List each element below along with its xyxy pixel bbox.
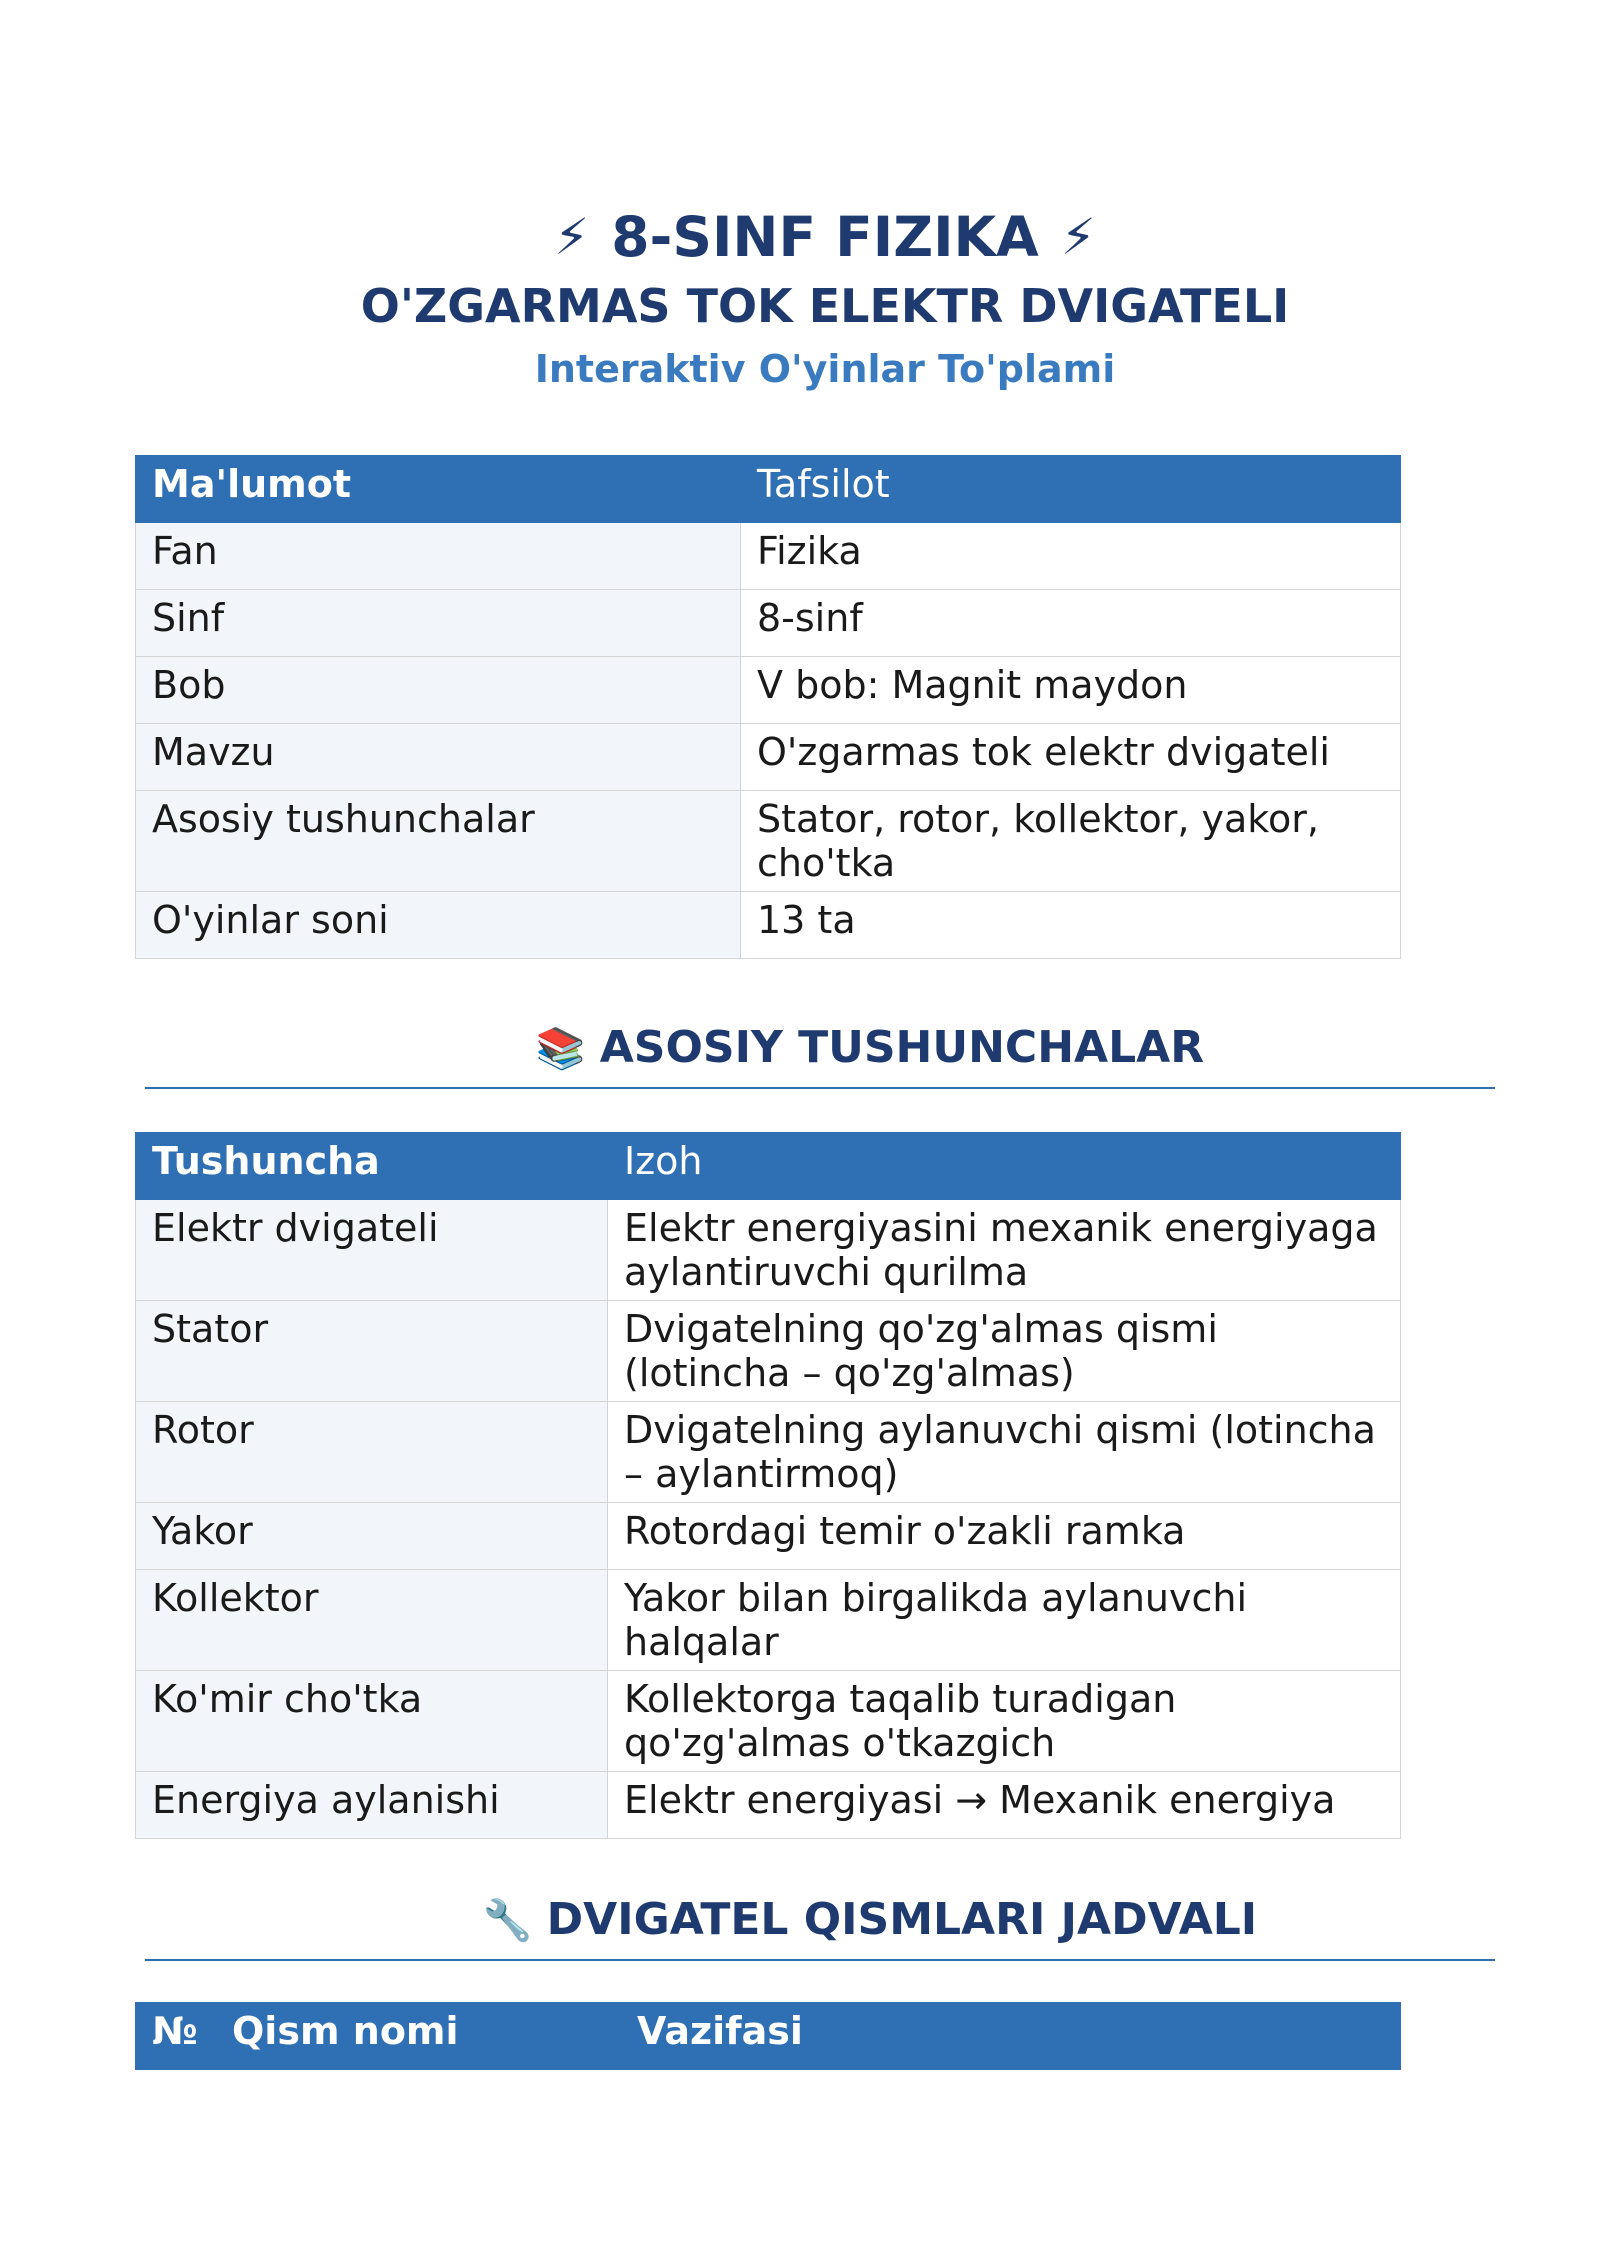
section-divider [145, 1087, 1495, 1089]
table-row [136, 1671, 1401, 1772]
lightning-icon: ⚡ [1060, 208, 1096, 266]
concept-term: Energiya aylanishi [136, 1772, 608, 1839]
table-row [136, 657, 1401, 724]
row-key: Fan [136, 523, 741, 590]
row-value: Fizika [741, 523, 1401, 590]
concept-term: Kollektor [136, 1570, 608, 1671]
table-row [136, 1772, 1401, 1839]
column-header: Izoh [608, 1133, 1401, 1200]
section-heading-concepts [145, 1018, 1495, 1089]
row-value: O'zgarmas tok elektr dvigateli [741, 724, 1401, 791]
info-table [135, 455, 1401, 959]
concept-description: Elektr energiyasi → Mexanik energiya [608, 1772, 1401, 1839]
title-text: 8-SINF FIZIKA [611, 205, 1039, 269]
concepts-table [135, 1132, 1401, 1839]
column-header: Tushuncha [136, 1133, 608, 1200]
parts-table [135, 2002, 1401, 2070]
table-header-row [136, 456, 1401, 523]
table-row [136, 1301, 1401, 1402]
table-row [136, 523, 1401, 590]
page-subtitle: O'ZGARMAS TOK ELEKTR DVIGATELI [360, 279, 1290, 333]
concept-description: Elektr energiyasini mexanik energiyaga aylantiruvchi qurilma [608, 1200, 1401, 1301]
concept-description: Rotordagi temir o'zakli ramka [608, 1503, 1401, 1570]
section-title [145, 1890, 1495, 1951]
table-row [136, 1570, 1401, 1671]
table-row [136, 590, 1401, 657]
concept-term: Ko'mir cho'tka [136, 1671, 608, 1772]
row-key: Asosiy tushunchalar [136, 791, 741, 892]
row-key: O'yinlar soni [136, 892, 741, 959]
concept-description: Dvigatelning aylanuvchi qismi (lotincha – aylantirmoq) [608, 1402, 1401, 1503]
concept-description: Yakor bilan birgalikda aylanuvchi halqalar [608, 1570, 1401, 1671]
concept-description: Kollektorga taqalib turadigan qo'zg'almas o'tkazgich [608, 1671, 1401, 1772]
column-header: Tafsilot [741, 456, 1401, 523]
books-icon: 📚 [535, 1026, 586, 1072]
section-title [145, 1018, 1495, 1079]
wrench-icon: 🔧 [482, 1898, 533, 1944]
section-heading-parts [145, 1890, 1495, 1961]
row-key: Bob [136, 657, 741, 724]
concept-term: Stator [136, 1301, 608, 1402]
table-row [136, 1503, 1401, 1570]
column-header: Vazifasi [621, 2003, 1401, 2070]
table-row [136, 724, 1401, 791]
concept-term: Rotor [136, 1402, 608, 1503]
table-row [136, 791, 1401, 892]
row-key: Sinf [136, 590, 741, 657]
section-title-text: DVIGATEL QISMLARI JADVALI [546, 1894, 1258, 1945]
table-header-row [136, 1133, 1401, 1200]
concept-term: Yakor [136, 1503, 608, 1570]
lightning-icon: ⚡ [554, 208, 590, 266]
row-value: Stator, rotor, kollektor, yakor, cho'tka [741, 791, 1401, 892]
column-header: № [136, 2003, 216, 2070]
document-header [0, 200, 1600, 397]
row-value: 13 ta [741, 892, 1401, 959]
row-value: V bob: Magnit maydon [741, 657, 1401, 724]
concept-description: Dvigatelning qo'zg'almas qismi (lotincha – qo'zg'almas) [608, 1301, 1401, 1402]
table-row [136, 892, 1401, 959]
table-row [136, 1402, 1401, 1503]
column-header: Qism nomi [216, 2003, 621, 2070]
column-header: Ma'lumot [136, 456, 741, 523]
section-title-text: ASOSIY TUSHUNCHALAR [599, 1022, 1205, 1073]
row-key: Mavzu [136, 724, 741, 791]
table-row [136, 1200, 1401, 1301]
concept-term: Elektr dvigateli [136, 1200, 608, 1301]
table-header-row [136, 2003, 1401, 2070]
page-tagline: Interaktiv O'yinlar To'plami [534, 347, 1116, 391]
page-title [0, 200, 1600, 275]
row-value: 8-sinf [741, 590, 1401, 657]
section-divider [145, 1959, 1495, 1961]
